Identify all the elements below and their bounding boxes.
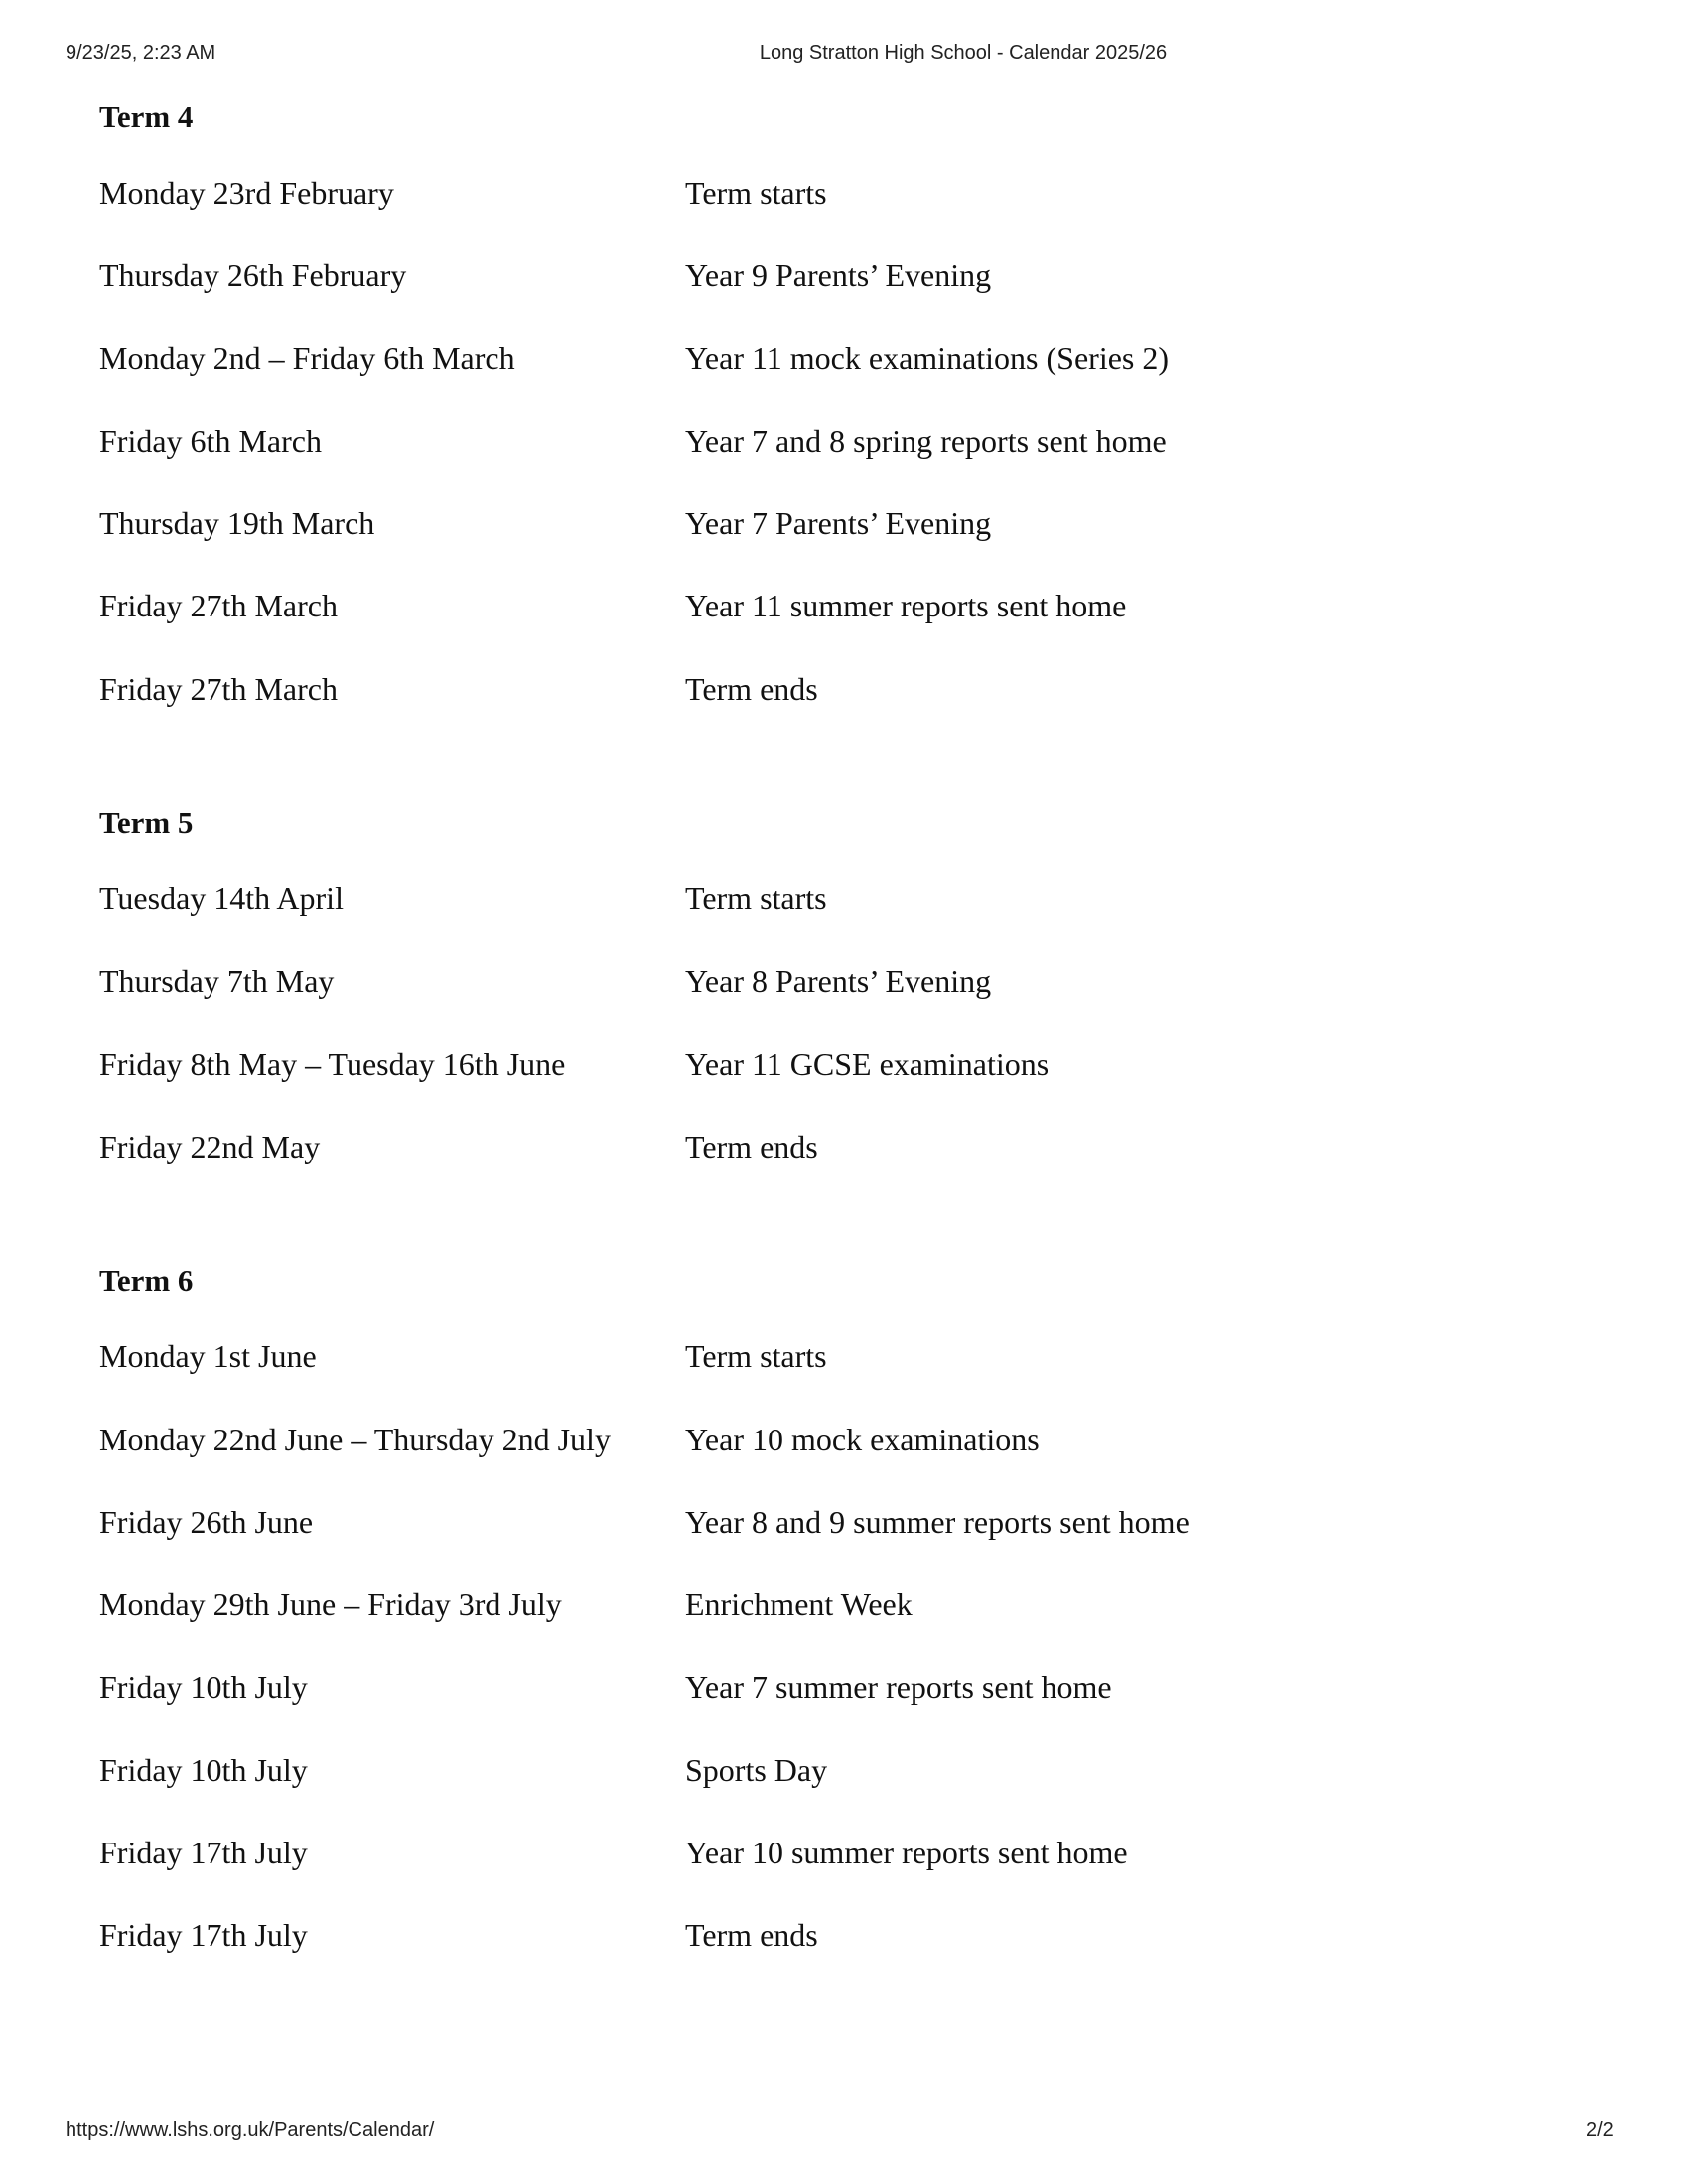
- event-description: Year 8 and 9 summer reports sent home: [685, 1503, 1190, 1540]
- term-section: [99, 91, 1589, 753]
- event-description: Year 11 mock examinations (Series 2): [685, 340, 1170, 376]
- event-date: Friday 10th July: [99, 1669, 308, 1706]
- calendar-row: [99, 881, 1589, 963]
- event-description: Term starts: [685, 881, 827, 917]
- event-description: Year 7 and 8 spring reports sent home: [685, 422, 1167, 459]
- calendar-row: [99, 588, 1589, 670]
- calendar-row: [99, 1422, 1589, 1504]
- event-date: Friday 27th March: [99, 588, 338, 624]
- event-date: Tuesday 14th April: [99, 881, 344, 917]
- term-section: [99, 1255, 1589, 1999]
- calendar-row: [99, 505, 1589, 588]
- event-description: Year 10 summer reports sent home: [685, 1835, 1128, 1871]
- event-date: Thursday 7th May: [99, 963, 335, 1000]
- event-description: Year 9 Parents’ Evening: [685, 257, 992, 294]
- event-date: Thursday 19th March: [99, 505, 375, 542]
- calendar-row: [99, 1752, 1589, 1835]
- event-description: Year 11 GCSE examinations: [685, 1045, 1050, 1082]
- calendar-row: [99, 341, 1589, 423]
- event-date: Monday 29th June – Friday 3rd July: [99, 1586, 562, 1623]
- term-heading: Term 6: [99, 1263, 194, 1298]
- event-date: Friday 10th July: [99, 1751, 308, 1788]
- calendar-row: [99, 1129, 1589, 1211]
- event-description: Year 11 summer reports sent home: [685, 588, 1127, 624]
- event-description: Year 7 Parents’ Evening: [685, 505, 992, 542]
- event-description: Year 8 Parents’ Evening: [685, 963, 992, 1000]
- event-date: Monday 23rd February: [99, 175, 394, 210]
- calendar-row: [99, 175, 1589, 257]
- event-description: Term starts: [685, 175, 827, 210]
- calendar-row: [99, 1669, 1589, 1751]
- calendar-row: [99, 1338, 1589, 1421]
- event-date: Friday 8th May – Tuesday 16th June: [99, 1045, 566, 1082]
- event-description: Sports Day: [685, 1751, 828, 1788]
- event-description: Term ends: [685, 1917, 818, 1954]
- calendar-row: [99, 1835, 1589, 1917]
- calendar-content: [99, 91, 1589, 2044]
- calendar-row: [99, 1046, 1589, 1129]
- event-date: Friday 17th July: [99, 1917, 308, 1954]
- calendar-row: [99, 257, 1589, 340]
- event-date: Friday 6th March: [99, 422, 322, 459]
- event-description: Term ends: [685, 1128, 818, 1164]
- calendar-row: [99, 963, 1589, 1045]
- event-date: Monday 2nd – Friday 6th March: [99, 340, 515, 376]
- calendar-row: [99, 423, 1589, 505]
- event-description: Term ends: [685, 670, 818, 707]
- print-page-title: Long Stratton High School - Calendar 2025/26: [759, 42, 1168, 64]
- event-description: Year 7 summer reports sent home: [685, 1669, 1112, 1706]
- event-date: Friday 27th March: [99, 670, 338, 707]
- event-description: Term starts: [685, 1338, 827, 1375]
- event-description: Year 10 mock examinations: [685, 1421, 1040, 1457]
- event-description: Enrichment Week: [685, 1586, 913, 1623]
- term-heading: Term 5: [99, 805, 194, 841]
- event-date: Monday 1st June: [99, 1338, 317, 1375]
- calendar-row: [99, 1917, 1589, 1999]
- term-section: [99, 797, 1589, 1211]
- event-date: Friday 26th June: [99, 1503, 314, 1540]
- print-page-number: 2/2: [1586, 2119, 1614, 2141]
- calendar-row: [99, 671, 1589, 753]
- print-date-time: 9/23/25, 2:23 AM: [66, 42, 216, 64]
- print-page-url: https://www.lshs.org.uk/Parents/Calendar/: [66, 2119, 435, 2141]
- calendar-row: [99, 1504, 1589, 1586]
- event-date: Friday 17th July: [99, 1835, 308, 1871]
- event-date: Thursday 26th February: [99, 257, 407, 294]
- calendar-row: [99, 1586, 1589, 1669]
- term-heading: Term 4: [99, 99, 194, 134]
- event-date: Friday 22nd May: [99, 1128, 321, 1164]
- event-date: Monday 22nd June – Thursday 2nd July: [99, 1421, 611, 1457]
